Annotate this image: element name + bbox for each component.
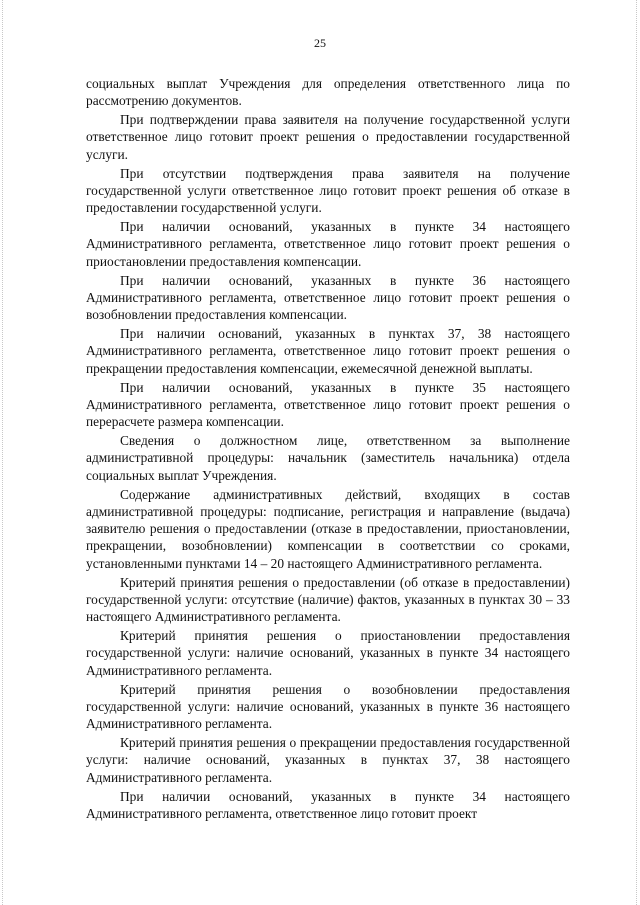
- paragraph: При наличии оснований, указанных в пункте 35 настоящего Административного регламента, ответственное лицо готовит проект решения о перерасчете размера компенсации.: [86, 379, 570, 430]
- page-number: 25: [314, 36, 326, 50]
- paragraph: Критерий принятия решения о возобновлении предоставления государственной услуги: наличие оснований, указанных в пункте 36 настоящего Административного регламента.: [86, 681, 570, 732]
- paragraph: При наличии оснований, указанных в пункте 36 настоящего Административного регламента, ответственное лицо готовит проект решения о возобновлении предоставления компенсации.: [86, 272, 570, 323]
- paragraph: При подтверждении права заявителя на получение государственной услуги ответственное лицо готовит проект решения о предоставлении государственной услуги.: [86, 112, 570, 162]
- paragraph: При наличии оснований, указанных в пункте 34 настоящего Административного регламента, ответственное лицо готовит проект решения о приостановлении предоставления компенсации.: [86, 219, 570, 269]
- scan-edge-left: [2, 0, 3, 905]
- paragraph: Содержание административных действий, входящих в состав административной процедуры: подписание, регистрация и направление (выдача) заявителю решения о предоставлении (отказе в предоставлении, приостановлении, прекращении, возобновлении) компенсации в соответствии со сроками, установленными пунктами 14 – 20 настоящего Административного регламента.: [86, 486, 570, 571]
- paragraph: Критерий принятия решения о предоставлении (об отказе в предоставлении) государственной услуги: отсутствие (наличие) фактов, указанных в пунктах 30 – 33 настоящего Административного регламента.: [86, 574, 570, 625]
- paragraph-continuation: социальных выплат Учреждения для определения ответственного лица по рассмотрению документов.: [86, 76, 570, 109]
- paragraph: При наличии оснований, указанных в пунктах 37, 38 настоящего Административного регламента, ответственное лицо готовит проект решения о прекращении предоставления компенсации, ежемесячной денежной выплаты.: [86, 326, 570, 376]
- paragraph: Сведения о должностном лице, ответственном за выполнение административной процедуры: начальник (заместитель начальника) отдела социальных выплат Учреждения.: [86, 433, 570, 483]
- paragraph: Критерий принятия решения о прекращении предоставления государственной услуги: наличие оснований, указанных в пунктах 37, 38 настоящего Административного регламента.: [86, 735, 570, 785]
- body-text: [86, 75, 570, 824]
- paragraph: При отсутствии подтверждения права заявителя на получение государственной услуги ответственное лицо готовит проект решения об отказе в предоставлении государственной услуги.: [86, 165, 570, 216]
- paragraph: При наличии оснований, указанных в пункте 34 настоящего Административного регламента, ответственное лицо готовит проект: [86, 788, 570, 821]
- scan-edge-right: [636, 0, 637, 905]
- paragraph: Критерий принятия решения о приостановлении предоставления государственной услуги: наличие оснований, указанных в пункте 34 настоящего Административного регламента.: [86, 628, 570, 678]
